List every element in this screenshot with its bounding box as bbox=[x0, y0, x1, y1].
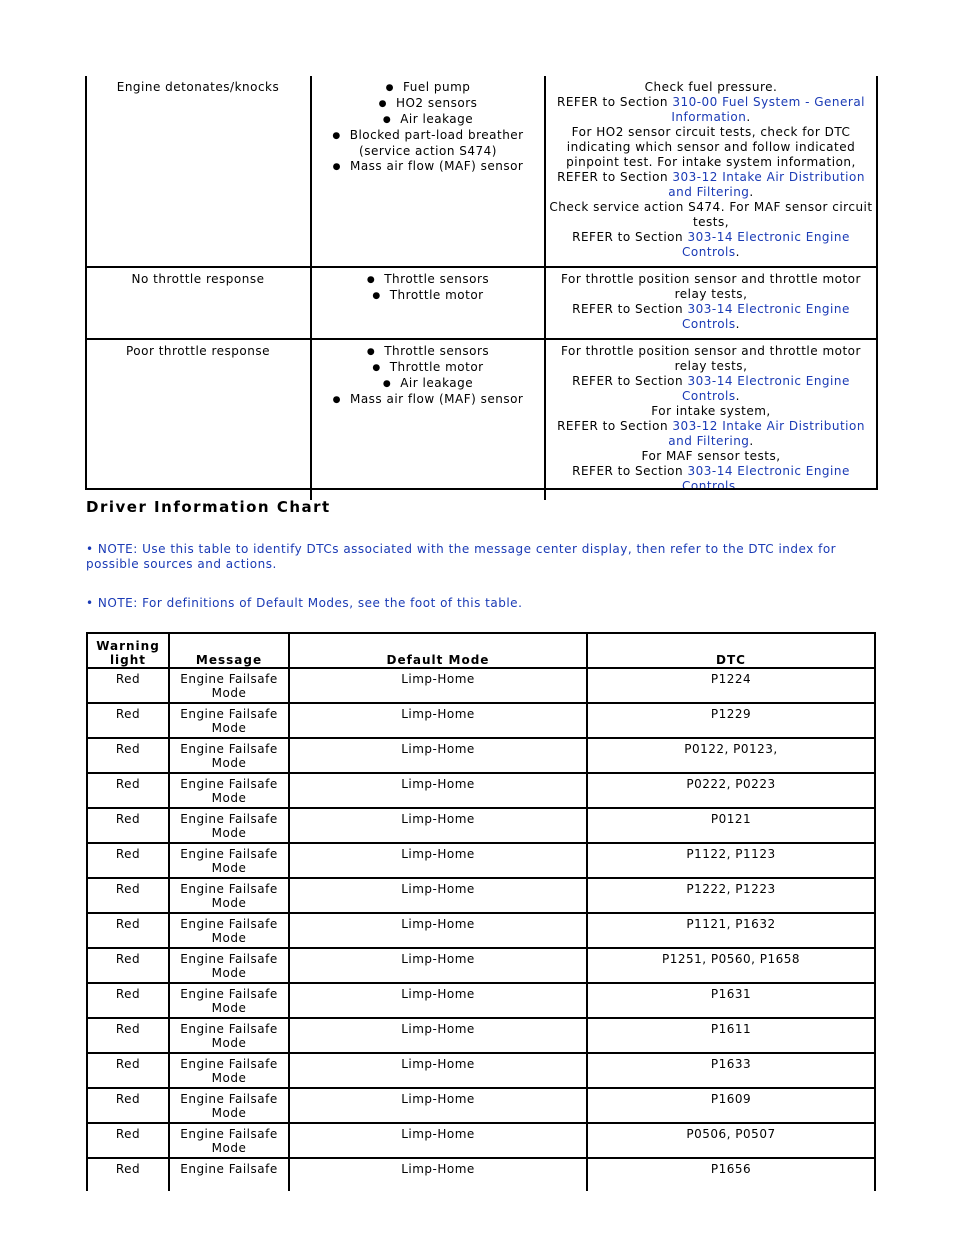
cause-item: ● Mass air flow (MAF) sensor bbox=[315, 392, 541, 408]
action-text: REFER to Section bbox=[556, 95, 673, 109]
message-cell: Engine Failsafe Mode bbox=[169, 668, 289, 703]
default-mode-cell: Limp-Home bbox=[289, 878, 587, 913]
warning-light-cell: Red bbox=[87, 1018, 169, 1053]
default-mode-cell: Limp-Home bbox=[289, 948, 587, 983]
dtc-cell: P1121, P1632 bbox=[587, 913, 875, 948]
dtc-row bbox=[87, 773, 875, 808]
action-text: For throttle position sensor and throttle motor relay tests, bbox=[561, 344, 861, 373]
action-line bbox=[549, 170, 873, 200]
dtc-row bbox=[87, 1053, 875, 1088]
dtc-row bbox=[87, 913, 875, 948]
warning-light-cell: Red bbox=[87, 1053, 169, 1088]
default-mode-cell: Limp-Home bbox=[289, 1053, 587, 1088]
message-cell: Engine Failsafe Mode bbox=[169, 913, 289, 948]
action-line bbox=[549, 230, 873, 260]
section-reference-link[interactable]: 303-12 Intake Air Distribution and Filtering bbox=[668, 170, 865, 199]
default-mode-cell: Limp-Home bbox=[289, 738, 587, 773]
default-mode-cell: Limp-Home bbox=[289, 1088, 587, 1123]
dtc-row bbox=[87, 948, 875, 983]
action-line bbox=[549, 374, 873, 404]
action-cell bbox=[545, 339, 876, 500]
default-mode-cell: Limp-Home bbox=[289, 983, 587, 1018]
symptom-table bbox=[86, 76, 876, 500]
message-cell: Engine Failsafe Mode bbox=[169, 1018, 289, 1053]
dtc-cell: P0122, P0123, bbox=[587, 738, 875, 773]
header-default-mode: Default Mode bbox=[289, 633, 587, 668]
action-text: REFER to Section bbox=[572, 464, 688, 478]
warning-light-cell: Red bbox=[87, 983, 169, 1018]
message-cell: Engine Failsafe Mode bbox=[169, 703, 289, 738]
symptom-cell: Poor throttle response bbox=[86, 339, 311, 500]
cause-item: ● Throttle sensors bbox=[315, 272, 541, 288]
default-mode-cell: Limp-Home bbox=[289, 1158, 587, 1191]
warning-light-cell: Red bbox=[87, 808, 169, 843]
causes-cell bbox=[311, 339, 545, 500]
action-text-end: . bbox=[746, 110, 751, 124]
symptom-table-body bbox=[86, 76, 876, 500]
cause-item: ● Blocked part-load breather (service action S474) bbox=[315, 128, 541, 159]
action-text: Check service action S474. For MAF sensor circuit tests, bbox=[549, 200, 873, 229]
default-mode-cell: Limp-Home bbox=[289, 773, 587, 808]
action-text: REFER to Section bbox=[572, 302, 688, 316]
action-text-end: . bbox=[735, 389, 740, 403]
section-reference-link[interactable]: 303-14 Electronic Engine Controls bbox=[682, 302, 850, 331]
dtc-row bbox=[87, 1123, 875, 1158]
message-cell: Engine Failsafe Mode bbox=[169, 1123, 289, 1158]
dtc-row bbox=[87, 738, 875, 773]
causes-cell bbox=[311, 76, 545, 267]
cause-item: ● Mass air flow (MAF) sensor bbox=[315, 159, 541, 175]
default-mode-cell: Limp-Home bbox=[289, 808, 587, 843]
cause-item: ● Throttle motor bbox=[315, 360, 541, 376]
dtc-cell: P1229 bbox=[587, 703, 875, 738]
message-cell: Engine Failsafe bbox=[169, 1158, 289, 1191]
message-cell: Engine Failsafe Mode bbox=[169, 1053, 289, 1088]
action-line bbox=[549, 344, 873, 374]
dtc-table-body bbox=[87, 668, 875, 1191]
action-line bbox=[549, 404, 873, 419]
default-mode-cell: Limp-Home bbox=[289, 1018, 587, 1053]
dtc-row bbox=[87, 843, 875, 878]
note-default-modes: • NOTE: For definitions of Default Modes, see the foot of this table. bbox=[86, 596, 523, 610]
dtc-cell: P1631 bbox=[587, 983, 875, 1018]
action-line bbox=[549, 272, 873, 302]
dtc-row bbox=[87, 983, 875, 1018]
message-cell: Engine Failsafe Mode bbox=[169, 738, 289, 773]
header-message: Message bbox=[169, 633, 289, 668]
message-cell: Engine Failsafe Mode bbox=[169, 948, 289, 983]
symptom-row bbox=[86, 76, 876, 267]
message-cell: Engine Failsafe Mode bbox=[169, 983, 289, 1018]
message-cell: Engine Failsafe Mode bbox=[169, 843, 289, 878]
warning-light-cell: Red bbox=[87, 878, 169, 913]
cause-list bbox=[315, 344, 541, 408]
dtc-row bbox=[87, 808, 875, 843]
dtc-row bbox=[87, 668, 875, 703]
action-text: REFER to Section bbox=[557, 170, 673, 184]
cause-list bbox=[315, 80, 541, 175]
action-text-end: . bbox=[735, 479, 740, 493]
action-text: For throttle position sensor and throttle motor relay tests, bbox=[561, 272, 861, 301]
message-cell: Engine Failsafe Mode bbox=[169, 1088, 289, 1123]
action-line bbox=[549, 419, 873, 449]
dtc-table-header-row bbox=[87, 633, 875, 668]
message-cell: Engine Failsafe Mode bbox=[169, 808, 289, 843]
action-text: For MAF sensor tests, bbox=[641, 449, 781, 463]
dtc-cell: P1224 bbox=[587, 668, 875, 703]
section-reference-link[interactable]: 303-14 Electronic Engine Controls bbox=[682, 230, 850, 259]
warning-light-cell: Red bbox=[87, 738, 169, 773]
cause-item: ● Air leakage bbox=[315, 376, 541, 392]
cause-item: ● Air leakage bbox=[315, 112, 541, 128]
action-text: REFER to Section bbox=[572, 230, 688, 244]
warning-light-cell: Red bbox=[87, 913, 169, 948]
symptom-row bbox=[86, 267, 876, 339]
dtc-row bbox=[87, 1088, 875, 1123]
warning-light-cell: Red bbox=[87, 1123, 169, 1158]
header-warning-light: Warning light bbox=[87, 633, 169, 668]
warning-light-cell: Red bbox=[87, 773, 169, 808]
action-line bbox=[549, 125, 873, 170]
causes-cell bbox=[311, 267, 545, 339]
action-line bbox=[549, 95, 873, 125]
dtc-cell: P0222, P0223 bbox=[587, 773, 875, 808]
symptom-row bbox=[86, 339, 876, 500]
action-cell bbox=[545, 76, 876, 267]
dtc-row bbox=[87, 1158, 875, 1191]
dtc-row bbox=[87, 878, 875, 913]
action-text: REFER to Section bbox=[572, 374, 688, 388]
dtc-row bbox=[87, 1018, 875, 1053]
action-text: REFER to Section bbox=[557, 419, 673, 433]
action-line bbox=[549, 80, 873, 95]
warning-light-cell: Red bbox=[87, 1088, 169, 1123]
warning-light-cell: Red bbox=[87, 843, 169, 878]
default-mode-cell: Limp-Home bbox=[289, 843, 587, 878]
dtc-cell: P1609 bbox=[587, 1088, 875, 1123]
section-reference-link[interactable]: 303-14 Electronic Engine Controls bbox=[682, 374, 850, 403]
section-reference-link[interactable]: 310-00 Fuel System - General Information bbox=[671, 95, 866, 124]
dtc-cell: P1656 bbox=[587, 1158, 875, 1191]
warning-light-cell: Red bbox=[87, 703, 169, 738]
action-text: For intake system, bbox=[651, 404, 771, 418]
action-cell bbox=[545, 267, 876, 339]
action-text-end: . bbox=[749, 185, 754, 199]
cause-item: ● HO2 sensors bbox=[315, 96, 541, 112]
cause-item: ● Throttle sensors bbox=[315, 344, 541, 360]
action-line bbox=[549, 200, 873, 230]
default-mode-cell: Limp-Home bbox=[289, 668, 587, 703]
dtc-cell: P0121 bbox=[587, 808, 875, 843]
dtc-table bbox=[86, 632, 876, 1191]
dtc-cell: P1122, P1123 bbox=[587, 843, 875, 878]
dtc-cell: P1611 bbox=[587, 1018, 875, 1053]
dtc-cell: P1222, P1223 bbox=[587, 878, 875, 913]
default-mode-cell: Limp-Home bbox=[289, 1123, 587, 1158]
section-reference-link[interactable]: 303-12 Intake Air Distribution and Filtering bbox=[668, 419, 865, 448]
section-title: Driver Information Chart bbox=[86, 498, 331, 516]
dtc-cell: P0506, P0507 bbox=[587, 1123, 875, 1158]
warning-light-cell: Red bbox=[87, 1158, 169, 1191]
warning-light-cell: Red bbox=[87, 948, 169, 983]
message-cell: Engine Failsafe Mode bbox=[169, 773, 289, 808]
cause-item: ● Throttle motor bbox=[315, 288, 541, 304]
action-line bbox=[549, 464, 873, 494]
action-text: For HO2 sensor circuit tests, check for DTC indicating which sensor and follow indicated pinpoint test. For intake system information, bbox=[566, 125, 856, 169]
action-text-end: . bbox=[735, 317, 740, 331]
dtc-cell: P1251, P0560, P1658 bbox=[587, 948, 875, 983]
dtc-row bbox=[87, 703, 875, 738]
cause-item: ● Fuel pump bbox=[315, 80, 541, 96]
note-dtc-usage: • NOTE: Use this table to identify DTCs associated with the message center display, then refer to the DTC index for possible sources and actions. bbox=[86, 542, 837, 571]
action-line bbox=[549, 449, 873, 464]
symptom-cell: Engine detonates/knocks bbox=[86, 76, 311, 267]
message-cell: Engine Failsafe Mode bbox=[169, 878, 289, 913]
warning-light-cell: Red bbox=[87, 668, 169, 703]
action-text-end: . bbox=[735, 245, 740, 259]
cause-list bbox=[315, 272, 541, 304]
section-reference-link[interactable]: 303-14 Electronic Engine Controls bbox=[682, 464, 850, 493]
symptom-cell: No throttle response bbox=[86, 267, 311, 339]
action-line bbox=[549, 302, 873, 332]
action-text-end: . bbox=[749, 434, 754, 448]
default-mode-cell: Limp-Home bbox=[289, 703, 587, 738]
header-dtc: DTC bbox=[587, 633, 875, 668]
action-text: Check fuel pressure. bbox=[644, 80, 778, 94]
default-mode-cell: Limp-Home bbox=[289, 913, 587, 948]
dtc-cell: P1633 bbox=[587, 1053, 875, 1088]
